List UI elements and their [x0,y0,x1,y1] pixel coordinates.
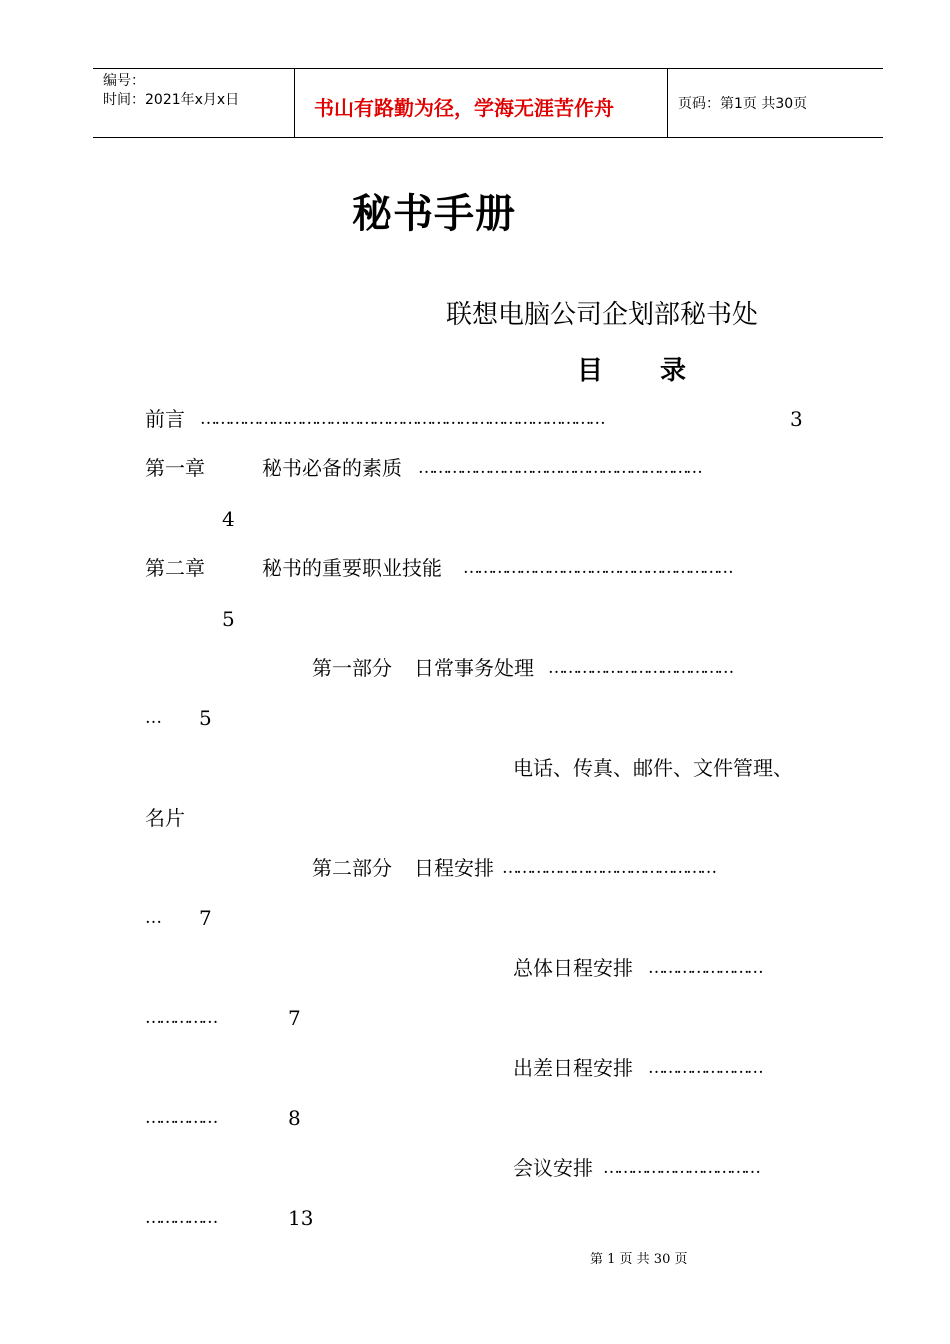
header-page-info: 页码：第1页 共30页 [678,96,808,112]
toc-part2-title: 日程安排 [414,856,494,880]
toc-part2-page: 7 [199,906,212,930]
toc-section2-title: 出差日程安排 [513,1056,633,1080]
organization-name: 联想电脑公司企划部秘书处 [446,300,759,330]
toc-section1-leader-cont: …………… [145,1008,216,1028]
toc-part1-page: 5 [199,706,212,730]
toc-section2-leader-cont: …………… [145,1108,216,1128]
toc-ch2-leader: ………………………………………………… [463,558,731,578]
toc-section3-page: 13 [288,1206,314,1230]
toc-part1-leader-cont: … [145,708,162,728]
toc-section2-page: 8 [288,1106,301,1130]
toc-section2-leader: …………………… [648,1058,761,1078]
toc-ch1-page: 4 [222,507,235,531]
toc-ch1-leader: …………………………………………………… [418,458,701,478]
toc-part1-subitems-cont: 名片 [145,806,185,830]
page-header [93,68,883,138]
toc-part1-title: 日常事务处理 [414,656,534,680]
toc-section1-title: 总体日程安排 [513,956,633,980]
page-footer: 第 1 页 共 30 页 [590,1252,688,1267]
toc-part2-label: 第二部分 [312,856,392,880]
toc-part2-leader-cont: … [145,908,162,928]
toc-part2-leader: ……………………………………… [502,858,715,878]
header-divider [294,69,295,137]
time-label: 时间：2021年x月x日 [103,92,240,108]
toc-section3-leader: …………………………… [603,1158,759,1178]
number-label: 编号： [103,73,145,89]
toc-section1-leader: …………………… [648,958,761,978]
toc-preface-leader: ………………………………………………………………………… [200,409,604,429]
toc-section3-leader-cont: …………… [145,1208,216,1228]
header-meta [103,72,239,110]
header-motto: 书山有路勤为径，学海无涯苦作舟 [314,96,614,120]
toc-heading: 目 录 [577,356,687,386]
toc-ch1-title: 秘书必备的素质 [262,456,402,480]
toc-part1-subitems: 电话、传真、邮件、文件管理、 [513,756,793,780]
toc-part1-leader: ………………………………… [548,658,732,678]
document-title: 秘书手册 [352,191,516,237]
toc-ch2-title: 秘书的重要职业技能 [262,556,442,580]
toc-ch2-label: 第二章 [145,556,205,580]
toc-section3-title: 会议安排 [513,1156,593,1180]
toc-preface-label: 前言 [145,407,185,431]
toc-section1-page: 7 [288,1006,301,1030]
toc-ch2-page: 5 [222,607,235,631]
header-divider [667,69,668,137]
toc-preface-page: 3 [790,407,803,431]
toc-part1-label: 第一部分 [312,656,392,680]
toc-ch1-label: 第一章 [145,456,205,480]
